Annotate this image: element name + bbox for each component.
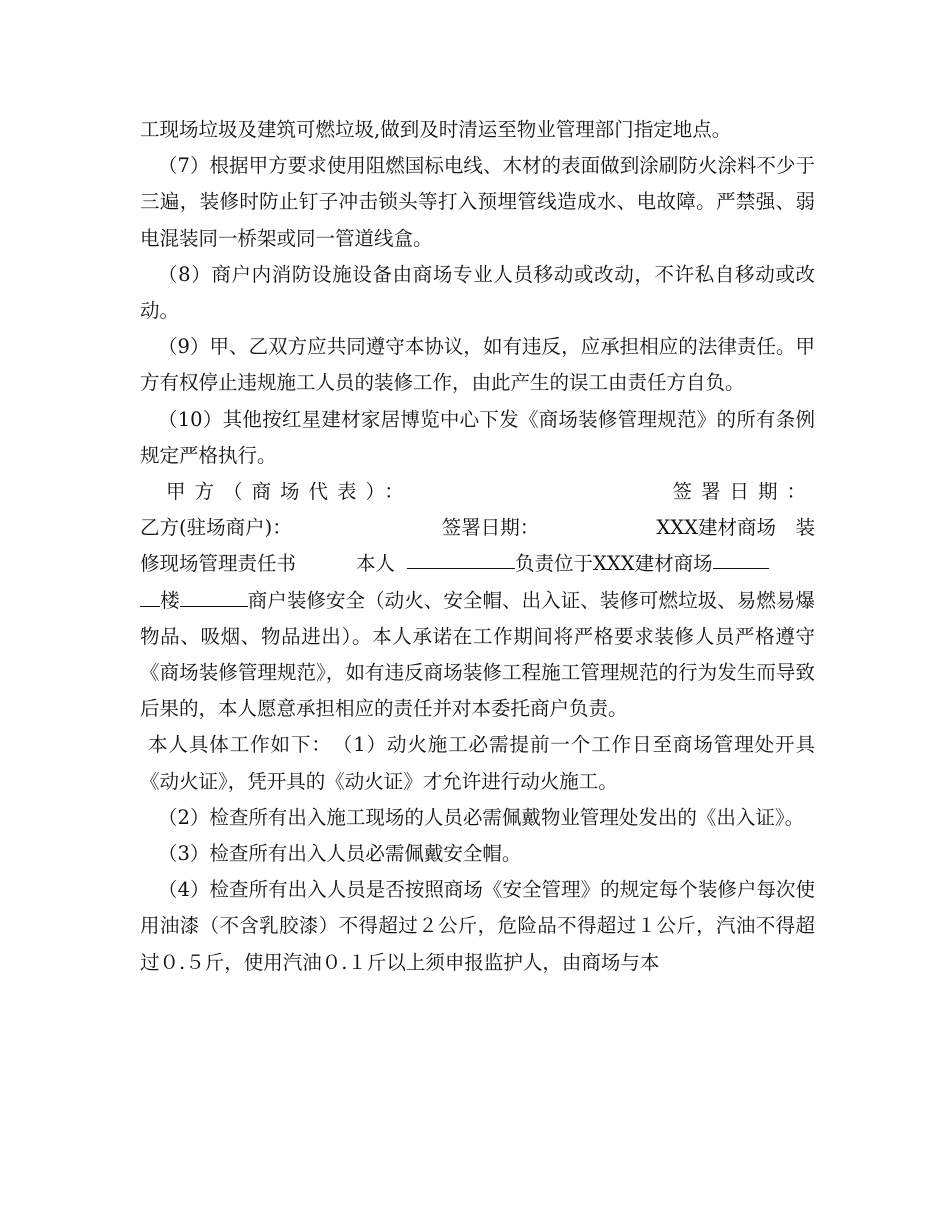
paragraph-item-10: （10）其他按红星建材家居博览中心下发《商场装修管理规范》的所有条例规定严格执行。	[140, 407, 815, 467]
paragraph-item-7: （7）根据甲方要求使用阻燃国标电线、木材的表面做到涂刷防火涂料不少于三遍，装修时防止钉子冲击锁头等打入预埋管线造成水、电故障。严禁强、弱电混装同一桥架或同一管道线盒。	[140, 154, 815, 250]
responsibility-title-part1: XXX建材商场 装	[656, 516, 815, 540]
signature-row-party-b	[140, 510, 815, 546]
paragraph-work-item-4: （4）检查所有出入人员是否按照商场《安全管理》的规定每个装修户每次使用油漆（不含乳胶漆）不得超过２公斤，危险品不得超过１公斤，汽油不得超过０.５斤，使用汽油０.１斤以上须申报监护人，由商场与本	[140, 878, 815, 974]
paragraph-work-item-2: （2）检查所有出入施工现场的人员必需佩戴物业管理处发出的《出入证》。	[158, 805, 805, 829]
paragraph-work-item-3: （3）检查所有出入人员必需佩戴安全帽。	[158, 842, 522, 866]
floor-blank-part2	[140, 584, 160, 607]
responsibility-title-row	[140, 546, 815, 582]
shop-blank	[180, 584, 248, 607]
party-b-date-label: 签署日期：	[441, 516, 540, 540]
signature-row-party-a	[140, 474, 815, 510]
resp-scope-text: 商户装修安全（动火、安全帽、出入证、装修可燃垃圾、易燃易爆物品、吸烟、物品进出）。本人承诺在工作期间将严格要求装修人员严格遵守《商场装修管理规范》，如有违反商场装修工程施工管理规范的行为发生而导致后果的，本人愿意承担相应的责任并对本委托商户负责。	[140, 588, 815, 721]
resp-floor-label: 楼	[160, 588, 180, 612]
party-b-label: 乙方(驻场商户)：	[140, 516, 292, 540]
paragraph-item-9: （9）甲、乙双方应共同遵守本协议，如有违反，应承担相应的法律责任。甲方有权停止违规施工人员的装修工作，由此产生的误工由责任方自负。	[140, 335, 815, 395]
floor-blank-part1	[713, 546, 769, 569]
paragraph-item-8: （8）商户内消防设施设备由商场专业人员移动或改动，不许私自移动或改动。	[140, 262, 815, 323]
resp-self-label: 本人	[356, 552, 396, 576]
document-page	[140, 112, 815, 981]
party-a-label: 甲方（商场代表）：	[166, 480, 413, 504]
paragraph-construction-waste: 工现场垃圾及建筑可燃垃圾,做到及时清运至物业管理部门指定地点。	[140, 118, 732, 141]
resp-location-label: 负责位于XXX建材商场	[515, 552, 713, 576]
paragraph-work-item-1: 本人具体工作如下： （1）动火施工必需提前一个工作日至商场管理处开具《动火证》，凭开具的《动火证》才允许进行动火施工。	[140, 733, 815, 793]
person-name-blank	[407, 546, 515, 569]
responsibility-title-part2: 修现场管理责任书	[140, 552, 297, 576]
paragraph-responsibility-scope	[140, 583, 815, 728]
party-a-date-label: 签署日期：	[672, 480, 815, 504]
